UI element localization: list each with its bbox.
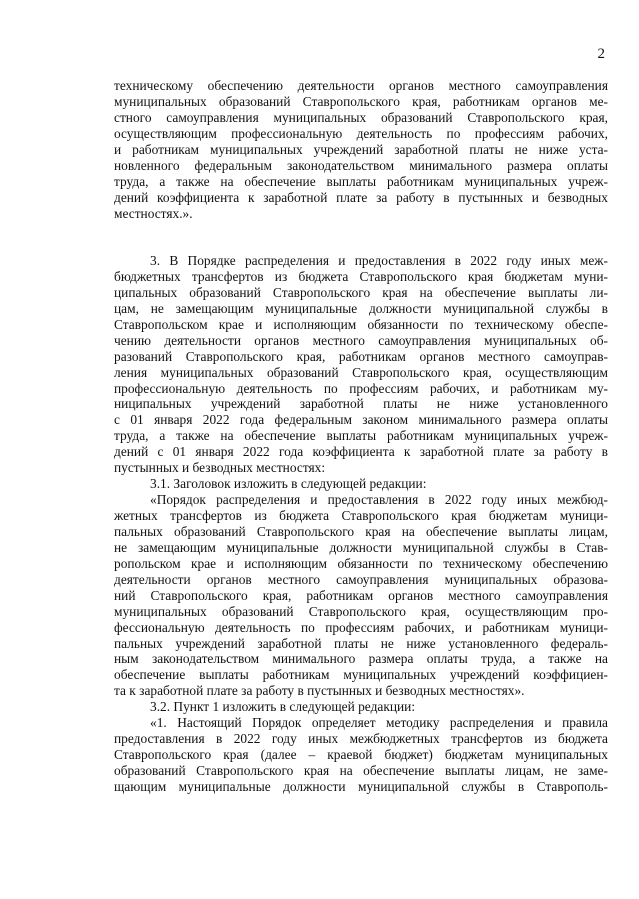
subsection-heading: 3.2. Пункт 1 изложить в следующей редакции:	[150, 699, 416, 715]
continued-paragraph	[114, 78, 608, 221]
text-line: предоставления в 2022 году иных межбюджетных трансфертов из бюджета	[114, 731, 608, 747]
text-line: осуществляющим профессиональную деятельность по профессиям рабочих,	[114, 125, 608, 141]
text-line: жетных трансфертов из бюджета Ставропольского края бюджетам муници-	[114, 508, 608, 523]
text-line: не замещающим муниципальные должности муниципальной службы в Став-	[114, 539, 608, 555]
text-line: бюджетных трансфертов из бюджета Ставропольского края бюджетам муни-	[114, 268, 608, 284]
text-line: пальных образований Ставропольского края на обеспечение выплаты лицам,	[114, 523, 608, 539]
text-line: Ставропольского края (далее – краевой бюджет) бюджетам муниципальных	[114, 747, 608, 763]
text-line: труда, а также на обеспечение выплаты работникам муниципальных учреж-	[114, 173, 608, 189]
text-line: ления муниципальных образований Ставропольского края, осуществляющим	[114, 364, 608, 380]
subsection-heading: 3.1. Заголовок изложить в следующей редакции:	[150, 476, 427, 492]
text-line: ным законодательством минимального размера оплаты труда, а также на	[114, 651, 608, 667]
text-line: стного самоуправления муниципальных образований Ставропольского края,	[114, 109, 608, 125]
text-line: ципальных образований Ставропольского края на обеспечение выплаты ли-	[114, 284, 608, 300]
page-number: 2	[597, 46, 605, 62]
text-line: цам, не замещающим муниципальные должности муниципальной службы в	[114, 300, 608, 316]
text-line: дений с 01 января 2022 года коэффициента к заработной плате за работу в	[114, 444, 608, 460]
text-line: пальных учреждений заработной платы не ниже установленного федераль-	[114, 635, 608, 651]
text-line: ний Ставропольского края, работникам органов местного самоуправления	[114, 587, 608, 603]
text-line: ропольском крае и исполняющим обязанности по техническому обеспечению	[114, 555, 608, 571]
text-line: дений коэффициента к заработной плате за работу в пустынных и безводных	[114, 189, 608, 205]
text-line: образований Ставропольского края на обеспечение выплаты лицам, не заме-	[114, 763, 608, 778]
text-line: техническому обеспечению деятельности органов местного самоуправления	[114, 78, 608, 93]
text-line: и работникам муниципальных учреждений заработной платы не ниже уста-	[114, 141, 608, 157]
text-line: щающим муниципальные должности муниципальной службы в Ставрополь-	[114, 778, 608, 794]
text-line: муниципальных образований Ставропольского края, работникам органов ме-	[114, 93, 608, 109]
text-line: ниципальных учреждений заработной платы не ниже установленного	[114, 396, 608, 412]
paragraph-start-line: «Порядок распределения и предоставления в 2022 году иных межбюд-	[150, 492, 608, 508]
paragraph-start-line: «1. Настоящий Порядок определяет методику распределения и правила	[150, 715, 608, 731]
text-line: местностях.».	[114, 205, 193, 221]
text-line: фессиональную деятельность по профессиям рабочих, и работникам муници-	[114, 619, 608, 635]
paragraph-start-line: 3. В Порядке распределения и предоставления в 2022 году иных меж-	[150, 253, 608, 268]
text-line: обеспечение выплаты работникам муниципальных учреждений коэффициен-	[114, 667, 608, 683]
text-line: муниципальных образований Ставропольского края, осуществляющим про-	[114, 603, 608, 619]
text-line: труда, а также на обеспечение выплаты работникам муниципальных учреж-	[114, 428, 608, 444]
text-line: с 01 января 2022 года федеральным законом минимального размера оплаты	[114, 412, 608, 428]
text-line: пустынных и безводных местностях:	[114, 460, 326, 476]
amendment-section	[114, 253, 608, 795]
text-line: разований Ставропольского края, работникам органов местного самоуправ-	[114, 348, 608, 364]
text-line: чению деятельности органов местного самоуправления муниципальных об-	[114, 332, 608, 348]
text-line: та к заработной плате за работу в пустынных и безводных местностях».	[114, 683, 525, 699]
text-line: Ставропольском крае и исполняющим обязанности по техническому обеспе-	[114, 316, 608, 332]
text-line: профессиональную деятельность по профессиям рабочих, и работникам му-	[114, 380, 608, 396]
text-line: новленного федеральным законодательством минимального размера оплаты	[114, 157, 608, 173]
text-line: деятельности органов местного самоуправления муниципальных образова-	[114, 571, 608, 587]
